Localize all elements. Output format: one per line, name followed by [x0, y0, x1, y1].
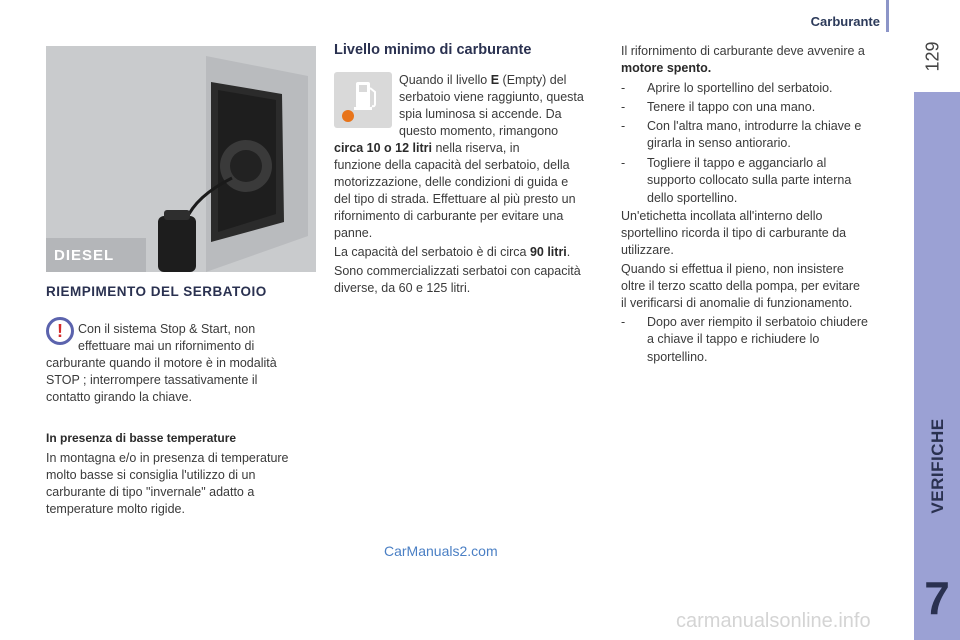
step-item-3: - Con l'altra mano, introdurre la chiave e girarla in senso antiorario. [621, 119, 862, 151]
refuel-intro-line-1: Il rifornimento di carburante deve avvenire a [621, 44, 865, 58]
step-item-2: - Tenere il tappo con una mano. [621, 100, 816, 114]
warning-light-dot [342, 110, 354, 122]
min-fuel-line-1: Quando il livello E (Empty) del [399, 73, 567, 87]
step-item-1: - Aprire lo sportellino del serbatoio. [621, 81, 833, 95]
cold-line-4: temperature molto rigide. [46, 502, 185, 516]
fuel-filler-illustration [46, 46, 316, 272]
label-note-line-3: utilizzare. [621, 243, 674, 257]
label-note-line-2: sportellino ricorda il tipo di carburante da [621, 226, 847, 240]
min-fuel-line-10: panne. [334, 226, 373, 240]
pump-note-line-1: Quando si effettua il pieno, non insistere [621, 262, 844, 276]
pump-note-line-2: oltre il terzo scatto della pompa, per evitare [621, 279, 861, 293]
alert-line-5: contatto girando la chiave. [46, 390, 192, 404]
min-fuel-line-5: circa 10 o 12 litri nella riserva, in [334, 141, 520, 155]
pump-note-line-3: il verificarsi di anomalie di funzionamento. [621, 296, 853, 310]
tank-variants-line-2: diverse, da 60 e 125 litri. [334, 281, 471, 295]
diesel-label: DIESEL [54, 247, 115, 264]
min-fuel-line-3: spia luminosa si accende. Da [399, 107, 562, 121]
cold-subheading: In presenza di basse temperature [46, 431, 237, 445]
warning-icon: ! [46, 317, 74, 345]
label-note-line-1: Un'etichetta incollata all'interno dello [621, 209, 823, 223]
fuel-filler-photo [46, 46, 316, 272]
section-title: Carburante [810, 14, 880, 29]
min-fuel-line-9: rifornimento di carburante per evitare una [334, 209, 564, 223]
min-fuel-line-7: motorizzazione, delle condizioni di guida e [334, 175, 569, 189]
cold-line-1: In montagna e/o in presenza di temperature [46, 451, 289, 465]
cold-line-3: carburante di tipo "invernale" adatto a [46, 485, 255, 499]
header-rule [886, 0, 889, 32]
final-step-item: - Dopo aver riempito il serbatoio chiudere a chiave il tappo e richiudere lo sportellino. [621, 315, 868, 364]
min-fuel-line-4: questo momento, rimangono [399, 124, 559, 138]
chapter-number: 7 [914, 558, 960, 640]
alert-line-3: carburante quando il motore è in modalità [46, 356, 277, 370]
page-number: 129 [922, 41, 943, 72]
alert-line-2: effettuare mai un rifornimento di [78, 339, 255, 353]
refuel-intro-bold: motore spento. [621, 61, 712, 75]
fuel-pump-icon [334, 72, 392, 128]
chapter-label: VERIFICHE [928, 418, 947, 514]
refuel-heading: RIEMPIMENTO DEL SERBATOIO [46, 284, 267, 299]
alert-line-1: Con il sistema Stop & Start, non [78, 322, 256, 336]
min-fuel-heading: Livello minimo di carburante [334, 42, 532, 58]
watermark-link[interactable]: CarManuals2.com [384, 543, 498, 559]
min-fuel-line-6: funzione della capacità del serbatoio, della [334, 158, 570, 172]
min-fuel-line-8: del tipo di strada. Effettuare al più presto un [334, 192, 576, 206]
alert-line-4: STOP ; interrompere tassativamente il [46, 373, 258, 387]
min-fuel-line-2: serbatoio viene raggiunto, questa [399, 90, 584, 104]
watermark-footer: carmanualsonline.info [676, 610, 871, 632]
tank-variants-line-1: Sono commercializzati serbatoi con capacità [334, 264, 581, 278]
step-item-4: - Togliere il tappo e agganciarlo al supporto collocato sulla parte interna dello sportellino. [621, 156, 852, 205]
cold-line-2: molto basse si consiglia l'utilizzo di un [46, 468, 256, 482]
tank-capacity-line: La capacità del serbatoio è di circa 90 litri. [334, 245, 571, 259]
